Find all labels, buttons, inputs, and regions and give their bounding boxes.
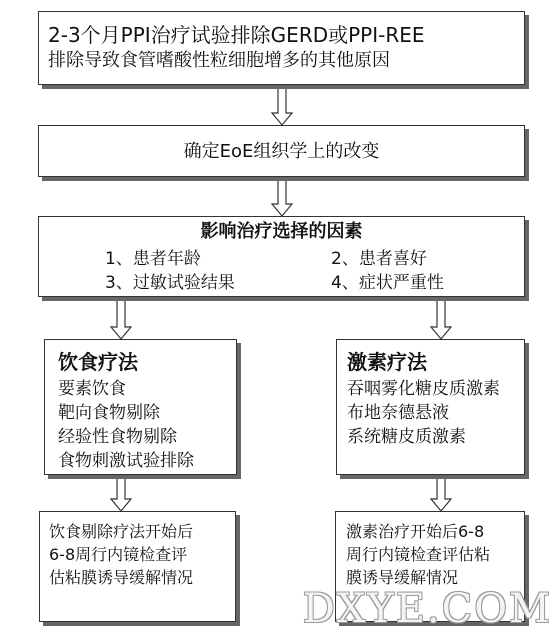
- arrow-factors-to-diet: [111, 297, 131, 339]
- diet-therapy-title: 饮食疗法: [58, 350, 138, 374]
- factor-age: 1、患者年龄: [105, 249, 201, 269]
- hormone-eval-line: 膜诱导缓解情况: [346, 568, 459, 587]
- arrow-box1-to-box2: [272, 85, 292, 125]
- arrow-diet-to-eval: [111, 475, 131, 511]
- hormone-therapy-title: 激素疗法: [347, 350, 427, 374]
- watermark: DXYE.COM: [302, 586, 552, 632]
- diet-eval-line: 估粘膜诱导缓解情况: [49, 568, 194, 587]
- factors-box: [38, 216, 525, 297]
- hormone-item: 吞咽雾化糖皮质激素: [347, 379, 500, 399]
- factor-severity: 4、症状严重性: [331, 273, 444, 293]
- hormone-eval-line: 激素治疗开始后6-8: [346, 522, 485, 541]
- factors-title: 影响治疗选择的因素: [200, 221, 363, 242]
- factor-allergy-test: 3、过敏试验结果: [105, 273, 235, 293]
- diet-item: 靶向食物剔除: [58, 403, 160, 423]
- diet-eval-line: 6-8周行内镜检查评: [49, 545, 188, 564]
- ppi-trial-box: [38, 11, 525, 85]
- ppi-trial-line: 2-3个月PPI治疗试验排除GERD或PPI-REE: [48, 23, 425, 47]
- factor-preference: 2、患者喜好: [331, 249, 427, 269]
- arrow-factors-to-hormone: [431, 297, 451, 339]
- hormone-item: 布地奈德悬液: [347, 403, 449, 423]
- arrow-box2-to-box3: [272, 177, 292, 216]
- diet-item: 经验性食物剔除: [58, 427, 177, 447]
- diet-eval-line: 饮食剔除疗法开始后: [49, 522, 194, 541]
- arrow-hormone-to-eval: [431, 475, 451, 511]
- hormone-therapy-box: [336, 339, 525, 475]
- diet-item: 食物刺激试验排除: [58, 451, 194, 471]
- histology-text: 确定EoE组织学上的改变: [183, 141, 380, 162]
- hormone-eval-line: 周行内镜检查评估粘: [346, 545, 491, 564]
- diet-evaluation-box: [39, 511, 236, 622]
- diet-item: 要素饮食: [58, 379, 126, 399]
- exclude-causes-line: 排除导致食管嗜酸性粒细胞增多的其他原因: [48, 50, 390, 71]
- diet-therapy-box: [44, 339, 237, 475]
- histology-box: [38, 125, 525, 177]
- hormone-item: 系统糖皮质激素: [347, 427, 466, 447]
